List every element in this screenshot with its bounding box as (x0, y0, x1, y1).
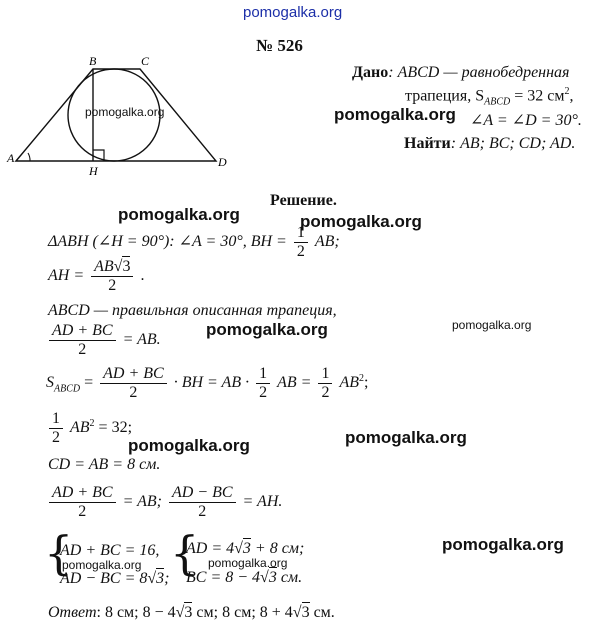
answer-line: Ответ: 8 см; 8 − 4√3 см; 8 см; 8 + 4√3 см. (48, 604, 335, 621)
watermark-sol2: pomogalka.org (300, 212, 422, 231)
solution-line-5: $S_{ABCD}$ = $\frac{AD + BC}{2}$ · BH = AB · $\frac{1}{2}$ AB = $\frac{1}{2}$ $AB^2$; (46, 365, 369, 401)
watermark-right-small: pomogalka.org (452, 318, 532, 332)
watermark-sol1: pomogalka.org (118, 205, 240, 224)
given-line-3: ∠A = ∠D = 30°. (470, 112, 582, 129)
watermark-right2: pomogalka.org (345, 428, 467, 447)
solution-line-1: ΔABH (∠H = 90°): ∠A = 30°, BH = $\frac{1}{2}$ AB; (48, 224, 340, 260)
label-c: C (141, 54, 150, 68)
solution-line-8: $\frac{AD + BC}{2}$ = AB; $\frac{AD - BC}{2}$ = AH. (46, 484, 282, 521)
system-2-brace: { (170, 526, 200, 580)
system-2-row-1: AD = 4√3 + 8 см; (186, 540, 305, 557)
solution-line-2: AH = $\frac{AB√3}{2}$ . (48, 258, 145, 294)
solution-line-6: $\frac{1}{2}$ $AB^2 = 32$; (46, 410, 132, 447)
system-1-brace: { (44, 526, 74, 580)
watermark-given: pomogalka.org (334, 105, 456, 124)
problem-number: № 526 (256, 36, 303, 55)
system-2-row-2: BC = 8 − 4√3 см. (186, 569, 303, 586)
label-b: B (89, 54, 97, 68)
watermark-left2: pomogalka.org (128, 436, 250, 455)
solution-line-3: ABCD — правильная описанная трапеция, (48, 302, 337, 319)
given-line-1: Дано: ABCD — равнобедренная (352, 64, 570, 81)
watermark-system-left: pomogalka.org (62, 558, 142, 572)
label-h: H (89, 164, 98, 178)
watermark-right3: pomogalka.org (442, 535, 564, 554)
label-d: D (218, 155, 227, 169)
label-a: A (7, 151, 15, 165)
solution-line-7: CD = AB = 8 см. (48, 456, 161, 473)
find-line: Найти: AB; BC; CD; AD. (404, 135, 576, 152)
system-1-row-2: AD − BC = 8√3; (60, 570, 170, 587)
watermark-system-right: pomogalka.org (208, 556, 288, 570)
solution-heading: Решение. (270, 192, 337, 209)
watermark-top: pomogalka.org (243, 4, 343, 21)
watermark-figure: pomogalka.org (85, 105, 165, 119)
watermark-mid: pomogalka.org (206, 320, 328, 339)
given-line-2: трапеция, $S_{ABCD} = 32$ $см^2$, (405, 86, 574, 108)
system-1-row-1: AD + BC = 16, (60, 542, 160, 559)
angle-a-arc (28, 153, 30, 161)
solution-line-4: $\frac{AD + BC}{2}$ = AB. (46, 322, 161, 359)
